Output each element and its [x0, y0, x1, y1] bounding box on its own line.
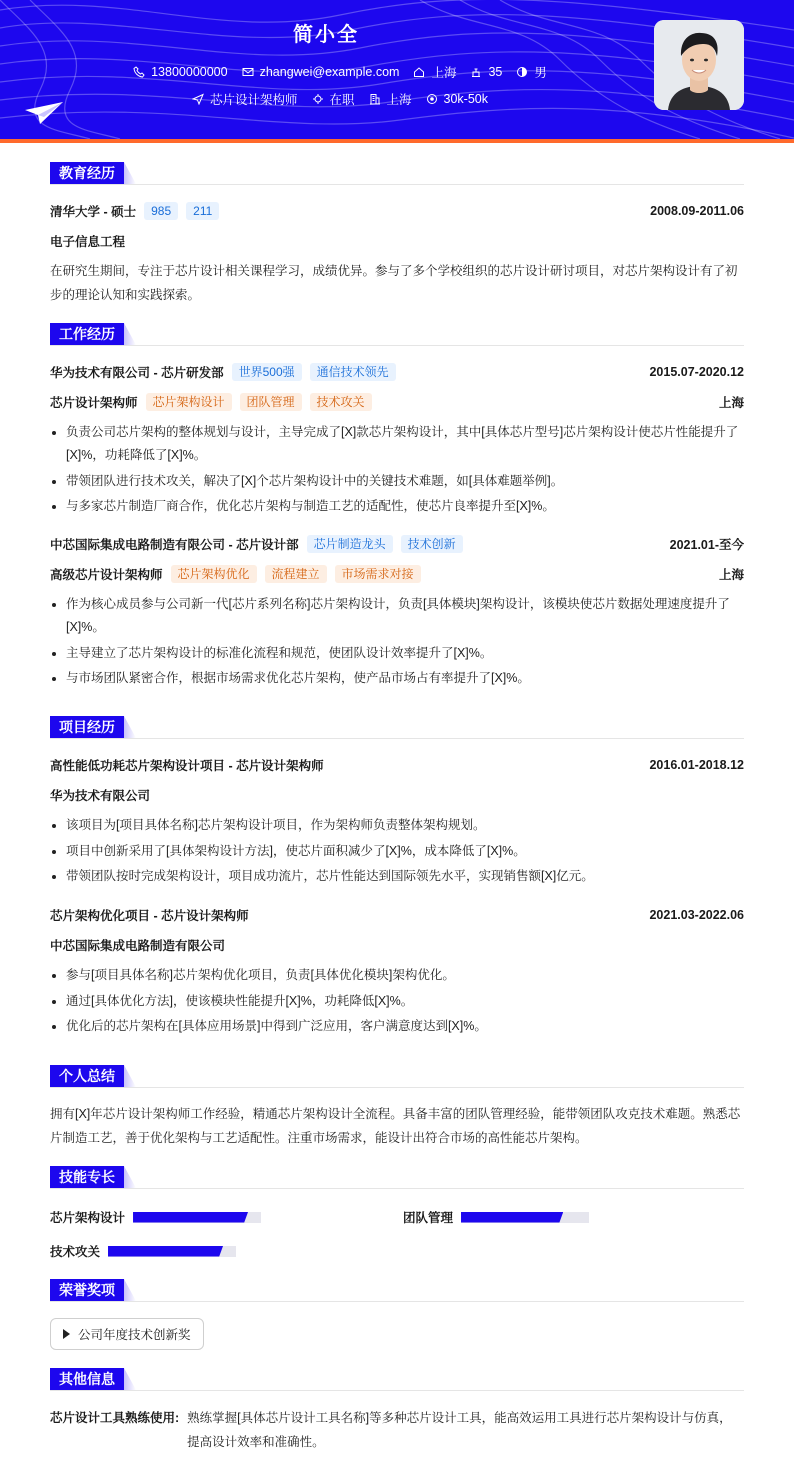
section-tail — [124, 1065, 136, 1087]
phone-text: 13800000000 — [151, 65, 228, 79]
section-label: 技能专长 — [50, 1166, 124, 1188]
age-text: 35 — [488, 65, 503, 79]
education-date: 2008.09-2011.06 — [650, 204, 744, 218]
list-item: 参与[项目具体名称]芯片架构优化项目，负责[具体优化模块]架构优化。 — [50, 964, 744, 987]
project-name: 高性能低功耗芯片架构设计项目 - 芯片设计架构师 — [50, 759, 324, 773]
project-company-row — [50, 786, 744, 804]
section-divider — [50, 1188, 744, 1189]
location-item — [413, 63, 456, 81]
list-item: 作为核心成员参与公司新一代[芯片系列名称]芯片架构设计，负责[具体模块]架构设计，该模块使芯片数据处理速度提升了[X]%。 — [50, 593, 744, 639]
skill-bar-fill — [461, 1212, 563, 1223]
project-company: 中芯国际集成电路制造有限公司 — [50, 939, 226, 953]
list-item: 带领团队按时完成架构设计，项目成功流片，芯片性能达到国际领先水平，实现销售额[X]亿元。 — [50, 865, 744, 888]
other-info-value: 熟练掌握[具体芯片设计工具名称]等多种芯片设计工具，能高效运用工具进行芯片架构设计与仿真，提高设计效率和准确性。 — [187, 1411, 732, 1449]
position: 高级芯片设计架构师 — [50, 568, 163, 582]
section-label: 个人总结 — [50, 1065, 124, 1087]
section-title-projects — [50, 716, 136, 738]
list-item: 与市场团队紧密合作，根据市场需求优化芯片架构，使产品市场占有率提升了[X]%。 — [50, 667, 744, 690]
salary-icon — [426, 93, 438, 105]
skill-bar — [108, 1246, 236, 1257]
list-item: 优化后的芯片架构在[具体应用场景]中得到广泛应用，客户满意度达到[X]%。 — [50, 1015, 744, 1038]
section-tail — [124, 1368, 136, 1390]
section-title-skills — [50, 1166, 136, 1188]
project-header — [50, 906, 744, 924]
gender-icon — [516, 66, 528, 78]
section-label: 工作经历 — [50, 323, 124, 345]
position-tag: 团队管理 — [240, 393, 302, 411]
job-intent-row — [0, 90, 680, 108]
skill-item — [50, 1242, 236, 1260]
phone-icon — [133, 66, 145, 78]
list-item: 负责公司芯片架构的整体规划与设计，主导完成了[X]款芯片架构设计，其中[具体芯片型号]芯片架构设计使芯片性能提升了[X]%，功耗降低了[X]%。 — [50, 421, 744, 467]
work-header — [50, 535, 744, 553]
candidate-name: 简小全 — [293, 24, 359, 46]
school-name: 清华大学 - 硕士 — [50, 205, 137, 219]
position-tag: 流程建立 — [265, 565, 327, 583]
company-name: 中芯国际集成电路制造有限公司 - 芯片设计部 — [50, 538, 299, 552]
section-divider — [50, 1390, 744, 1391]
gender-text: 男 — [534, 66, 547, 80]
major: 电子信息工程 — [50, 235, 126, 249]
contact-row — [0, 63, 680, 81]
school-tag: 985 — [144, 202, 178, 220]
award-label: 公司年度技术创新奖 — [78, 1328, 191, 1342]
skill-bar-fill — [108, 1246, 223, 1257]
position-tag: 芯片架构优化 — [171, 565, 257, 583]
mail-icon — [242, 66, 254, 78]
list-item: 主导建立了芯片架构设计的标准化流程和规范，使团队设计效率提升了[X]%。 — [50, 642, 744, 665]
section-tail — [124, 1166, 136, 1188]
skill-bar — [133, 1212, 261, 1223]
section-title-work — [50, 323, 136, 345]
status-icon — [312, 93, 324, 105]
building-icon — [369, 93, 381, 105]
project-company-row — [50, 936, 744, 954]
position-tag: 市场需求对接 — [335, 565, 421, 583]
work-city: 上海 — [718, 396, 744, 410]
section-label: 其他信息 — [50, 1368, 124, 1390]
skill-bar-fill — [133, 1212, 248, 1223]
email-text: zhangwei@example.com — [259, 65, 400, 79]
section-title-education — [50, 162, 136, 184]
position: 芯片设计架构师 — [50, 396, 138, 410]
header-accent-stripe — [0, 139, 794, 143]
project-date: 2016.01-2018.12 — [649, 758, 744, 772]
section-label: 项目经历 — [50, 716, 124, 738]
skill-name: 芯片架构设计 — [50, 1211, 126, 1225]
work-date: 2021.01-至今 — [669, 538, 744, 552]
work-bullets — [50, 421, 744, 521]
education-description: 在研究生期间，专注于芯片设计相关课程学习，成绩优异。参与了多个学校组织的芯片设计研讨项目，对芯片架构设计有了初步的理论认知和实践探索。 — [50, 264, 738, 302]
work-position-row — [50, 565, 744, 583]
skill-name: 技术攻关 — [50, 1245, 101, 1259]
other-info-item — [50, 1406, 744, 1454]
company-tag: 通信技术领先 — [310, 363, 396, 381]
section-divider — [50, 1087, 744, 1088]
send-icon — [192, 93, 204, 105]
age-icon — [470, 66, 482, 78]
company-tag: 芯片制造龙头 — [307, 535, 393, 553]
skill-bar — [461, 1212, 589, 1223]
position-tag: 芯片架构设计 — [146, 393, 232, 411]
education-major-row — [50, 232, 744, 250]
avatar — [654, 20, 744, 110]
resume-header — [0, 0, 794, 139]
phone-item — [133, 63, 227, 81]
list-item: 项目中创新采用了[具体架构设计方法]，使芯片面积减少了[X]%，成本降低了[X]%。 — [50, 840, 744, 863]
company-tag: 世界500强 — [232, 363, 302, 381]
project-company: 华为技术有限公司 — [50, 789, 151, 803]
section-divider — [50, 345, 744, 346]
job-title-text: 芯片设计架构师 — [209, 93, 298, 107]
summary-text: 拥有[X]年芯片设计架构师工作经验，精通芯片架构设计全流程。具备丰富的团队管理经验，能带领团队攻克技术难题。熟悉芯片制造工艺，善于优化架构与工艺适配性。注重市场需求，能设计出符合市场的高性能芯片架构。 — [50, 1107, 741, 1145]
salary-item — [426, 90, 488, 108]
work-position-row — [50, 393, 744, 411]
section-title-awards — [50, 1279, 136, 1301]
home-icon — [413, 66, 425, 78]
job-title-item — [192, 90, 298, 108]
list-item: 通过[具体优化方法]，使该模块性能提升[X]%，功耗降低[X]%。 — [50, 990, 744, 1013]
work-city: 上海 — [718, 568, 744, 582]
school-tag: 211 — [186, 202, 219, 220]
location-text: 上海 — [431, 66, 457, 80]
status-item — [312, 90, 355, 108]
list-item: 带领团队进行技术攻关，解决了[X]个芯片架构设计中的关键技术难题，如[具体难题举例]。 — [50, 470, 744, 493]
avatar-portrait — [654, 20, 744, 110]
list-item: 该项目为[项目具体名称]芯片架构设计项目，作为架构师负责整体架构规划。 — [50, 814, 744, 837]
project-date: 2021.03-2022.06 — [649, 908, 744, 922]
project-header — [50, 756, 744, 774]
section-tail — [124, 1279, 136, 1301]
skill-name: 团队管理 — [403, 1211, 454, 1225]
work-date: 2015.07-2020.12 — [649, 365, 744, 379]
other-info-label: 芯片设计工具熟练使用: — [50, 1411, 180, 1425]
project-bullets — [50, 814, 744, 891]
section-tail — [124, 716, 136, 738]
company-name: 华为技术有限公司 - 芯片研发部 — [50, 366, 224, 380]
project-name: 芯片架构优化项目 - 芯片设计架构师 — [50, 909, 249, 923]
company-tag: 技术创新 — [401, 535, 463, 553]
section-label: 荣誉奖项 — [50, 1279, 124, 1301]
project-bullets — [50, 964, 744, 1041]
award-toggle[interactable] — [50, 1318, 204, 1350]
section-divider — [50, 1301, 744, 1302]
salary-text: 30k-50k — [443, 92, 489, 106]
gender-item — [516, 63, 547, 81]
education-header — [50, 202, 744, 220]
skill-item — [50, 1208, 261, 1226]
section-divider — [50, 184, 744, 185]
status-text: 在职 — [329, 93, 355, 107]
section-title-other — [50, 1368, 136, 1390]
section-tail — [124, 162, 136, 184]
age-item — [470, 63, 502, 81]
section-divider — [50, 738, 744, 739]
skill-item — [403, 1208, 589, 1226]
work-header — [50, 363, 744, 381]
paper-plane-icon — [24, 100, 64, 126]
section-title-summary — [50, 1065, 136, 1087]
email-item — [242, 63, 400, 81]
position-tag: 技术攻关 — [310, 393, 372, 411]
city-text: 上海 — [386, 93, 412, 107]
list-item: 与多家芯片制造厂商合作，优化芯片架构与制造工艺的适配性，使芯片良率提升至[X]%。 — [50, 495, 744, 518]
expand-triangle-icon — [63, 1329, 70, 1339]
section-label: 教育经历 — [50, 162, 124, 184]
section-tail — [124, 323, 136, 345]
city-item — [369, 90, 412, 108]
work-bullets — [50, 593, 744, 693]
